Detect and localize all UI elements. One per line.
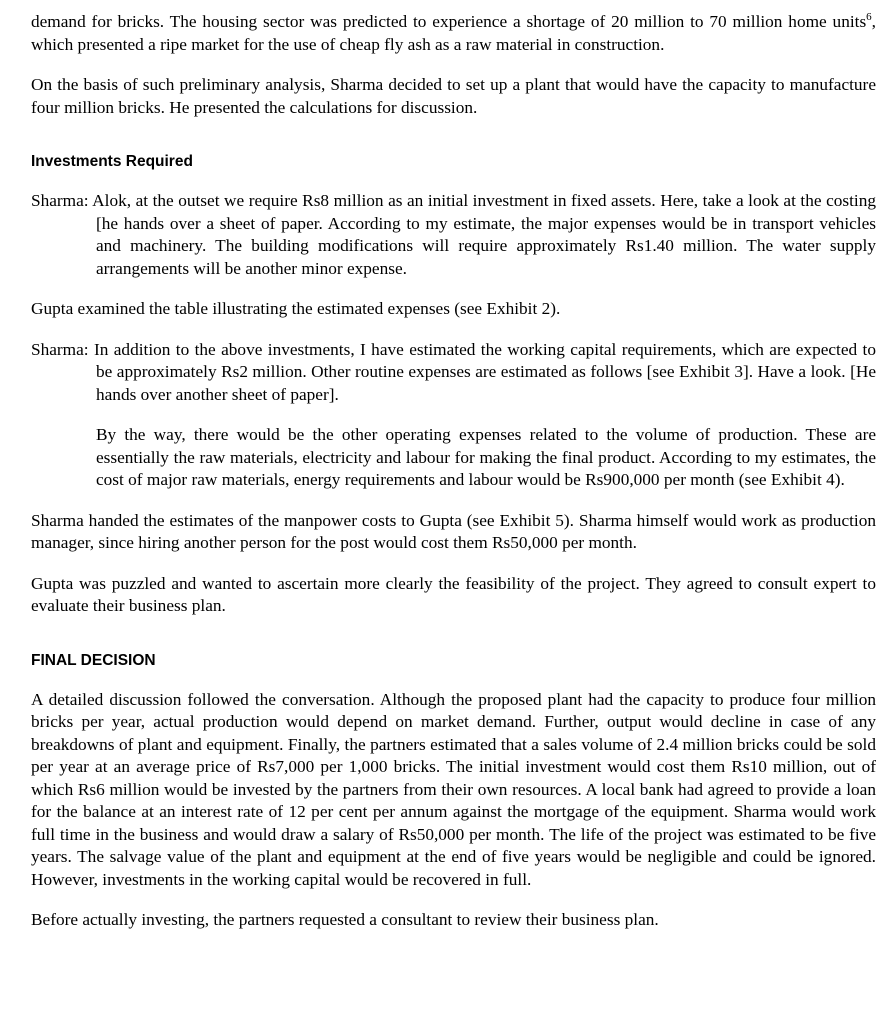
document-page — [31, 0, 876, 932]
paragraph-sharma-fixed-assets: Sharma: Alok, at the outset we require Rs8 million as an initial investment in fixed assets. Here, take a look at the costing [he hands over a sheet of paper. According to my estimate, the major expenses would be in transport vehicles and machinery. The building modifications will require approximately Rs1.40 million. The water supply arrangements will be another minor expense. — [31, 191, 876, 278]
paragraph-preliminary-analysis: On the basis of such preliminary analysis, Sharma decided to set up a plant that would have the capacity to manufacture four million bricks. He presented the calculations for discussion. — [31, 75, 876, 117]
paragraph-text: demand for bricks. The housing sector was predicted to experience a shortage of 20 million to 70 million home units — [31, 12, 867, 31]
heading-final-decision: FINAL DECISION — [31, 651, 156, 669]
paragraph-operating-expenses: By the way, there would be the other operating expenses related to the volume of production. These are essentially the raw materials, electricity and labour for making the final product. According to my estimates, the cost of major raw materials, energy requirements and labour would be Rs900,000 per month (see Exhibit 4). — [96, 425, 876, 489]
paragraph-consultant-review: Before actually investing, the partners requested a consultant to review their business plan. — [31, 910, 659, 929]
paragraph-gupta-examined: Gupta examined the table illustrating the estimated expenses (see Exhibit 2). — [31, 299, 561, 318]
paragraph-text: , which presented a ripe market for the use of cheap fly ash as a raw material in construction. — [31, 12, 876, 54]
paragraph-gupta-puzzled: Gupta was puzzled and wanted to ascertain more clearly the feasibility of the project. They agreed to consult expert to evaluate their business plan. — [31, 573, 876, 615]
paragraph-manpower-costs: Sharma handed the estimates of the manpower costs to Gupta (see Exhibit 5). Sharma himself would work as production manager, since hiring another person for the post would cost them Rs50,000 per month. — [31, 510, 876, 552]
footnote-marker: 6 — [866, 11, 872, 24]
paragraph-detailed-discussion: A detailed discussion followed the conversation. Although the proposed plant had the capacity to produce four million bricks per year, actual production would depend on market demand. Further, output would decline in case of any breakdowns of plant and equipment. Finally, the partners estimated that a sales volume of 2.4 million bricks could be sold per year at an average price of Rs7,000 per 1,000 bricks. The initial investment would cost them Rs10 million, out of which Rs6 million would be invested by the partners from their own resources. A local bank had agreed to provide a loan for the balance at an interest rate of 12 per cent per annum against the mortgage of the equipment. Sharma would work full time in the business and would draw a salary of Rs50,000 per month. The life of the project was estimated to be five years. The salvage value of the plant and equipment at the end of five years would be negligible and could be ignored. However, investments in the working capital would be recovered in full. — [31, 689, 876, 889]
paragraph-housing-demand — [31, 11, 876, 56]
heading-investments-required: Investments Required — [31, 153, 193, 170]
paragraph-sharma-working-capital: Sharma: In addition to the above investments, I have estimated the working capital requirements, which are expected to be approximately Rs2 million. Other routine expenses are estimated as follows [see Exhibit 3]. Have a look. [He hands over another sheet of paper]. — [31, 339, 876, 404]
